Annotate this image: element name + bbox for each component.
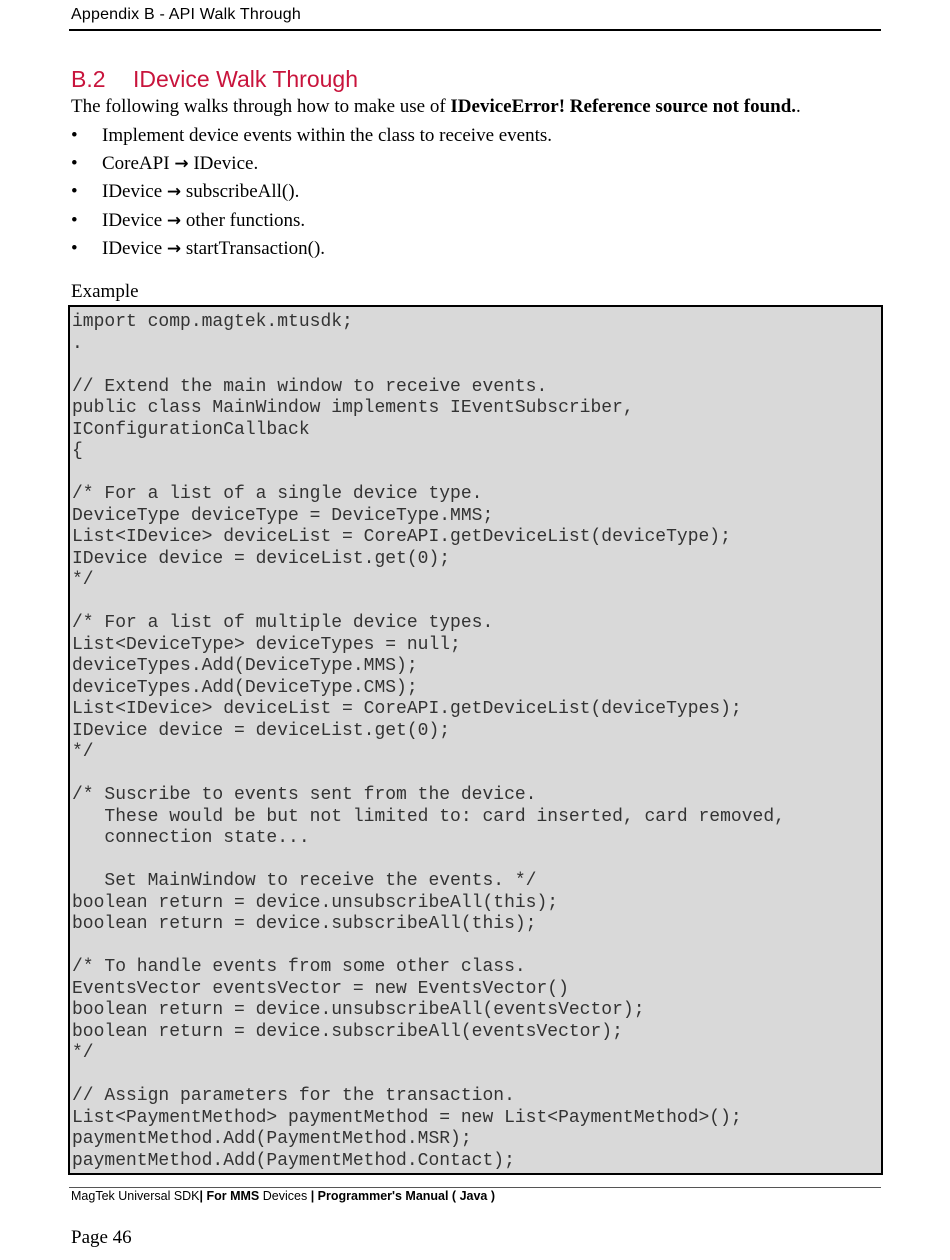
code-line: deviceTypes.Add(DeviceType.CMS); <box>72 677 418 698</box>
footer-rule <box>69 1187 881 1188</box>
code-line: // Assign parameters for the transaction. <box>72 1086 515 1106</box>
footer-separator: | <box>310 1189 318 1203</box>
code-line: */ <box>72 1043 94 1063</box>
bullet-icon: • <box>71 153 78 175</box>
code-line: List<IDevice> deviceList = CoreAPI.getDeviceList(deviceType); <box>72 527 731 547</box>
code-line: DeviceType deviceType = DeviceType.MMS; <box>72 505 494 526</box>
section-title: IDevice Walk Through <box>133 66 358 92</box>
page-number: Page 46 <box>71 1227 132 1248</box>
section-heading <box>71 66 358 93</box>
bullet-icon: • <box>71 237 78 259</box>
running-footer <box>71 1189 495 1203</box>
code-line: paymentMethod.Add(PaymentMethod.MSR); <box>72 1129 472 1149</box>
code-line: IDevice device = deviceList.get(0); <box>72 548 451 569</box>
code-line: IDevice device = deviceList.get(0); <box>72 720 451 741</box>
footer-for-label: For MMS <box>206 1189 260 1203</box>
arrow-right-icon: → <box>166 238 182 259</box>
example-label: Example <box>71 281 139 302</box>
bullet-text: Implement device events within the class to receive events. <box>102 125 553 146</box>
arrow-right-icon: → <box>166 182 182 203</box>
bullet-text-after: IDevice. <box>188 153 259 175</box>
code-line: */ <box>72 570 94 590</box>
bullet-text-after: subscribeAll(). <box>181 181 300 203</box>
footer-devices: Devices <box>259 1189 311 1203</box>
bullet-text: CoreAPI <box>102 153 175 175</box>
code-line: List<PaymentMethod> paymentMethod = new List<PaymentMethod>(); <box>72 1107 742 1128</box>
code-line: deviceTypes.Add(DeviceType.MMS); <box>72 656 418 676</box>
intro-paragraph <box>71 96 801 118</box>
bullet-icon: • <box>71 125 78 146</box>
bullet-text: IDevice <box>102 237 167 259</box>
bullet-icon: • <box>71 209 78 231</box>
intro-reference-error: IDeviceError! Reference source not found. <box>450 96 797 117</box>
code-line: /* To handle events from some other class. <box>72 957 526 977</box>
footer-product: MagTek Universal SDK <box>71 1189 200 1203</box>
footer-separator: | <box>199 1189 207 1203</box>
code-line: */ <box>72 742 94 762</box>
code-line: /* For a list of a single device type. <box>72 484 483 504</box>
code-line: . <box>72 333 83 354</box>
code-line: // Extend the main window to receive events. <box>72 376 548 397</box>
code-line: public class MainWindow implements IEventSubscriber, <box>72 398 634 418</box>
arrow-right-icon: → <box>166 210 182 231</box>
code-line: List<IDevice> deviceList = CoreAPI.getDeviceList(deviceTypes); <box>72 699 742 719</box>
code-line: boolean return = device.subscribeAll(eventsVector); <box>72 1021 623 1042</box>
code-line: import comp.magtek.mtusdk; <box>72 312 353 332</box>
running-header: Appendix B - API Walk Through <box>71 6 301 23</box>
code-line: /* For a list of multiple device types. <box>72 613 494 633</box>
code-line: { <box>72 441 83 461</box>
intro-prefix: The following walks through how to make use of <box>71 96 451 117</box>
code-line: List<DeviceType> deviceTypes = null; <box>72 634 461 655</box>
code-line: /* Suscribe to events sent from the device. <box>72 785 537 805</box>
code-line: EventsVector eventsVector = new EventsVector() <box>72 978 569 999</box>
code-line: connection state... <box>72 828 310 848</box>
bullet-text: IDevice <box>102 181 167 203</box>
bullet-text: IDevice <box>102 209 167 231</box>
code-line: These would be but not limited to: card inserted, card removed, <box>72 806 785 827</box>
code-line: IConfigurationCallback <box>72 419 310 440</box>
section-number: B.2 <box>71 66 106 92</box>
header-rule <box>69 29 881 31</box>
bullet-text-after: other functions. <box>181 209 306 231</box>
bullet-text-after: startTransaction(). <box>181 237 326 259</box>
code-line: boolean return = device.subscribeAll(this); <box>72 914 537 934</box>
arrow-right-icon: → <box>174 154 189 175</box>
code-line: boolean return = device.unsubscribeAll(this); <box>72 892 559 913</box>
code-line: paymentMethod.Add(PaymentMethod.Contact); <box>72 1150 515 1171</box>
footer-manual-title: Programmer's Manual ( Java ) <box>317 1189 496 1203</box>
code-example-block <box>68 305 883 1175</box>
intro-suffix: . <box>796 96 801 117</box>
code-line: Set MainWindow to receive the events. */ <box>72 871 537 891</box>
code-line: boolean return = device.unsubscribeAll(eventsVector); <box>72 1000 645 1020</box>
bullet-icon: • <box>71 181 78 203</box>
